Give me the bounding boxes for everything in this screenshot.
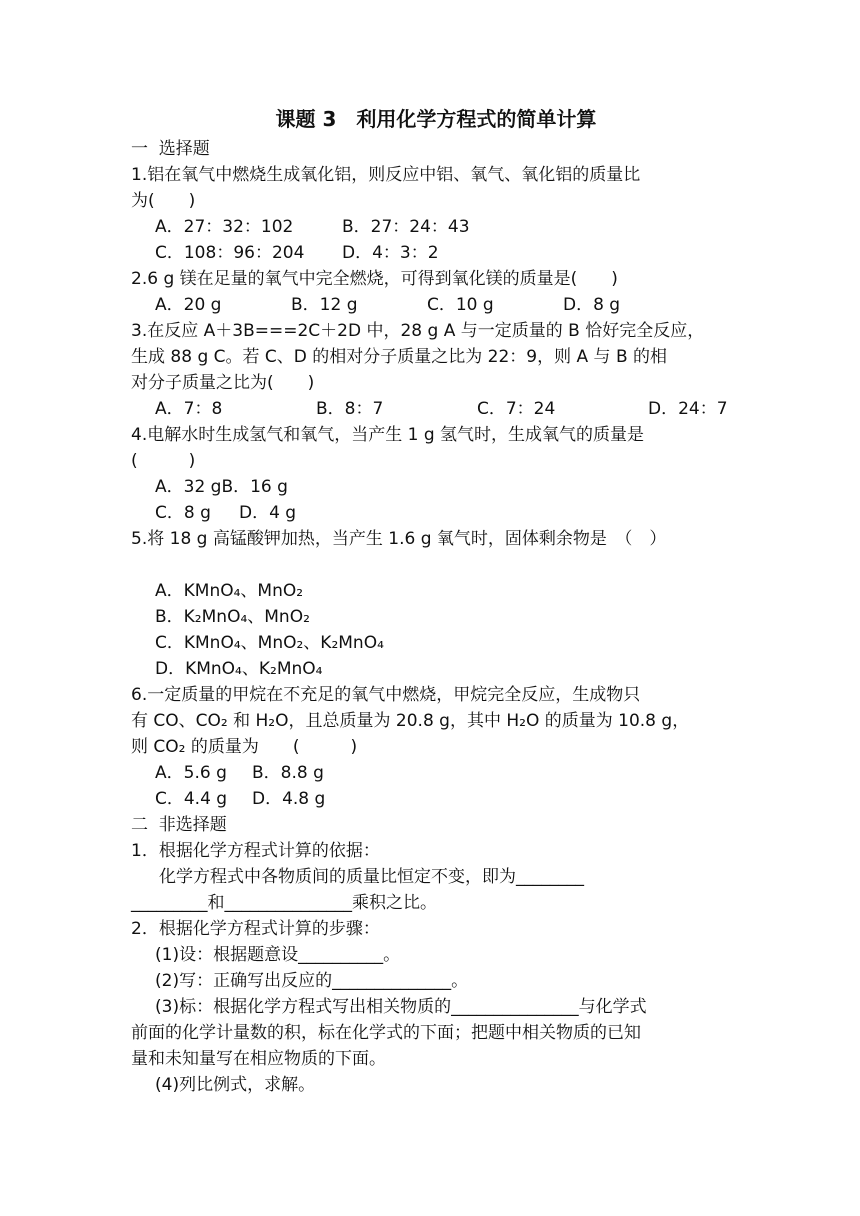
option-d: D．4.8 g [252, 789, 326, 809]
option-c: C．KMnO₄、MnO₂、K₂MnO₄ [155, 633, 384, 653]
question-4-text-cont: ( ) [131, 451, 196, 471]
item-1-text-cont: _________和_______________乘积之比。 [131, 893, 437, 913]
option-a: A．20 g [155, 295, 222, 315]
page-title: 课题 3 利用化学方程式的简单计算 [275, 107, 597, 131]
option-a: A．KMnO₄、MnO₂ [155, 581, 304, 601]
step-1: (1)设：根据题意设__________。 [155, 945, 401, 965]
section-heading-choice: 一 选择题 [131, 139, 210, 159]
question-6-text: 6.一定质量的甲烷在不充足的氧气中燃烧，甲烷完全反应，生成物只 [131, 685, 641, 705]
option-a: A．7：8 [155, 399, 223, 419]
question-5-text: 5.将 18 g 高锰酸钾加热，当产生 1.6 g 氧气时，固体剩余物是 （ ） [131, 529, 667, 549]
option-b: B．8.8 g [252, 763, 324, 783]
question-4-options-row2 [131, 500, 731, 526]
option-b: B．8：7 [316, 399, 384, 419]
question-1-text: 1.铝在氧气中燃烧生成氧化铝，则反应中铝、氧气、氧化铝的质量比 [131, 165, 641, 185]
question-2-text: 2.6 g 镁在足量的氧气中完全燃烧，可得到氧化镁的质量是( ) [131, 269, 618, 289]
option-b: B．27：24：43 [342, 217, 470, 237]
question-6-text-cont: 有 CO、CO₂ 和 H₂O，且总质量为 20.8 g，其中 H₂O 的质量为 10.8 g， [131, 711, 690, 731]
option-c: C．8 g [155, 503, 211, 523]
spacer [131, 552, 731, 578]
option-d: D．4：3：2 [342, 243, 439, 263]
question-3-options [131, 396, 731, 422]
step-2: (2)写：正确写出反应的______________。 [155, 971, 469, 991]
option-c: C．7：24 [477, 399, 556, 419]
option-c: C．10 g [427, 295, 494, 315]
option-c: C．108：96：204 [155, 243, 305, 263]
worksheet [131, 104, 731, 1098]
question-6-text-cont2: 则 CO₂ 的质量为 ( ) [131, 737, 358, 757]
option-c: C．4.4 g [155, 789, 228, 809]
item-2-heading: 2．根据化学方程式计算的步骤： [131, 919, 380, 939]
question-3-text-cont2: 对分子质量之比为( ) [131, 373, 315, 393]
question-4-text: 4.电解水时生成氢气和氧气，当产生 1 g 氢气时，生成氧气的质量是 [131, 425, 645, 445]
question-4-options-row1 [131, 474, 731, 500]
option-b: B．K₂MnO₄、MnO₂ [155, 607, 310, 627]
question-6-options-row2 [131, 786, 731, 812]
question-1-text-cont: 为( ) [131, 191, 196, 211]
option-d: D．KMnO₄、K₂MnO₄ [155, 659, 323, 679]
step-3-cont: 前面的化学计量数的积，标在化学式的下面；把题中相关物质的已知 [131, 1023, 641, 1043]
step-3: (3)标：根据化学方程式写出相关物质的_______________与化学式 [155, 997, 647, 1017]
item-1-text: 化学方程式中各物质间的质量比恒定不变，即为________ [159, 867, 584, 887]
question-3-text: 3.在反应 A＋3B===2C＋2D 中，28 g A 与一定质量的 B 恰好完全反应， [131, 321, 705, 341]
option-a: A．5.6 g [155, 763, 227, 783]
step-4: (4)列比例式，求解。 [155, 1075, 316, 1095]
question-1-options-row2 [131, 240, 731, 266]
step-3-cont2: 量和未知量写在相应物质的下面。 [131, 1049, 386, 1069]
question-3-text-cont: 生成 88 g C。若 C、D 的相对分子质量之比为 22：9，则 A 与 B 的相 [131, 347, 668, 367]
section-heading-nonchoice: 二 非选择题 [131, 815, 227, 835]
question-6-options-row1 [131, 760, 731, 786]
option-d: D．24：7 [648, 399, 728, 419]
question-2-options [131, 292, 731, 318]
question-1-options-row1 [131, 214, 731, 240]
item-1-heading: 1．根据化学方程式计算的依据： [131, 841, 380, 861]
option-d: D．8 g [563, 295, 621, 315]
option-ab: A．32 gB．16 g [155, 477, 288, 497]
option-b: B．12 g [291, 295, 358, 315]
option-d: D．4 g [239, 503, 297, 523]
option-a: A．27：32：102 [155, 217, 294, 237]
